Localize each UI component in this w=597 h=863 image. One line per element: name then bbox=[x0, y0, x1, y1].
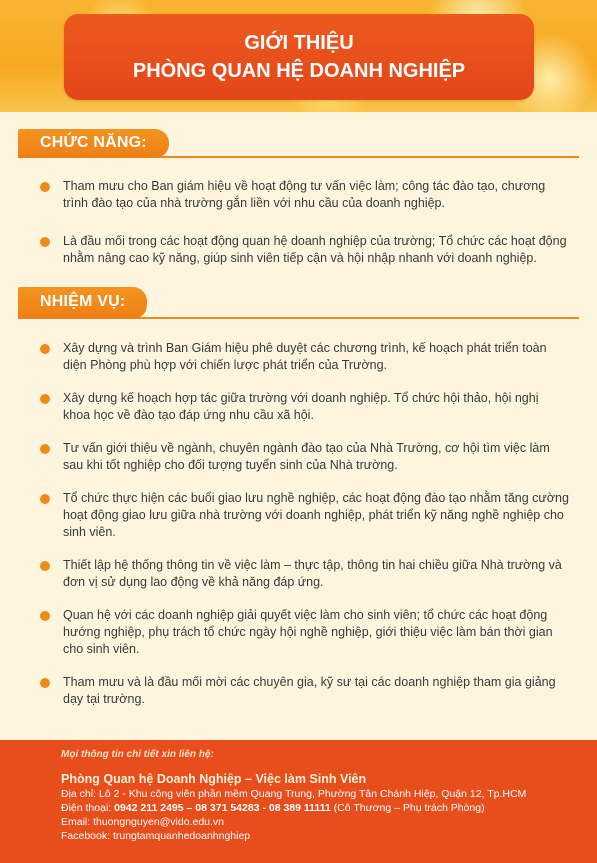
list-item-text: Tham mưu cho Ban giám hiệu về hoạt động tư vấn việc làm; công tác đào tạo, chương trình đào tạo của nhà trường gắn liền với nhu cầu của doanh nghiệp. bbox=[63, 179, 546, 210]
section-heading-duties: NHIỆM VỤ: bbox=[18, 287, 147, 319]
page-title-line1: GIỚI THIỆU bbox=[244, 32, 354, 54]
bullet-icon bbox=[40, 394, 50, 404]
page-title-line2: PHÒNG QUAN HỆ DOANH NGHIỆP bbox=[132, 60, 466, 82]
section-duties bbox=[18, 287, 597, 708]
list-item-text: Tư vấn giới thiệu về ngành, chuyên ngành đào tạo của Nhà Trường, cơ hội tìm việc làm sau khi tốt nghiệp cho đối tượng tuyển sinh của Nhà trường. bbox=[63, 441, 550, 472]
bullet-icon bbox=[40, 611, 50, 621]
phone-note: (Cô Thương – Phụ trách Phòng) bbox=[330, 802, 485, 814]
phone-numbers: 0942 211 2495 – 08 371 54283 - 08 389 11111 bbox=[114, 802, 331, 814]
bullet-icon bbox=[40, 494, 50, 504]
bullet-icon bbox=[40, 444, 50, 454]
list-item-text: Tổ chức thực hiện các buổi giao lưu nghề nghiệp, các hoạt động đào tạo nhằm tăng cường hoạt động giao lưu giữa nhà trường với doanh nghiệp, phát triển kỹ năng nghề nghiệp cho sinh viên. bbox=[63, 491, 569, 539]
list-item-text: Tham mưu và là đầu mối mời các chuyên gia, kỹ sư tại các doanh nghiệp tham gia giảng dạy tại trường. bbox=[63, 675, 556, 706]
contact-lead: Mọi thông tin chi tiết xin liên hệ: bbox=[61, 749, 214, 760]
list-item bbox=[40, 607, 569, 658]
duties-list bbox=[18, 340, 597, 708]
contact-footer bbox=[0, 740, 597, 863]
contact-org-name: Phòng Quan hệ Doanh Nghiệp – Việc làm Sinh Viên bbox=[61, 772, 367, 786]
list-item bbox=[40, 674, 569, 708]
list-item bbox=[40, 340, 569, 374]
bullet-icon bbox=[40, 678, 50, 688]
list-item bbox=[40, 233, 569, 267]
list-item-text: Xây dựng kế hoạch hợp tác giữa trường với doanh nghiệp. Tổ chức hội thảo, hội nghị khoa học về đào tạo đáp ứng nhu cầu xã hội. bbox=[63, 391, 539, 422]
phone-label: Điện thoại: bbox=[61, 802, 115, 814]
section-functions bbox=[18, 129, 597, 267]
list-item-text: Xây dựng và trình Ban Giám hiệu phê duyệt các chương trình, kế hoạch phát triển toàn diện Phòng phù hợp với chiến lược phát triển của Trường. bbox=[63, 341, 547, 372]
contact-phone bbox=[61, 801, 597, 815]
bullet-icon bbox=[40, 182, 50, 192]
title-box bbox=[64, 14, 534, 100]
section-heading-functions: CHỨC NĂNG: bbox=[18, 129, 169, 158]
bullet-icon bbox=[40, 237, 50, 247]
main-content bbox=[18, 112, 597, 708]
contact-email: Email: thuongnguyen@vido.edu.vn bbox=[61, 816, 225, 828]
bullet-icon bbox=[40, 344, 50, 354]
contact-facebook: Facebook: trungtamquanhedoanhnghiep bbox=[61, 830, 251, 842]
header-banner bbox=[0, 0, 597, 112]
list-item bbox=[40, 490, 569, 541]
functions-list bbox=[18, 178, 597, 267]
bullet-icon bbox=[40, 561, 50, 571]
list-item-text: Là đầu mối trong các hoạt động quan hệ doanh nghiệp của trường; Tổ chức các hoạt động nhằm nâng cao kỹ năng, giúp sinh viên tiếp cận và hội nhập nhanh với doanh nghiệp. bbox=[63, 234, 567, 265]
contact-address: Địa chỉ: Lô 2 - Khu công viên phần mềm Quang Trung, Phường Tân Chánh Hiệp, Quận 12, Tp.HCM bbox=[61, 788, 527, 800]
list-item-text: Quan hệ với các doanh nghiệp giải quyết việc làm cho sinh viên; tổ chức các hoạt động hướng nghiệp, phụ trách tổ chức ngày hội nghề nghiệp, giới thiệu việc làm bán thời gian cho sinh viên. bbox=[63, 608, 553, 656]
list-item bbox=[40, 440, 569, 474]
list-item-text: Thiết lập hệ thống thông tin về việc làm – thực tập, thông tin hai chiều giữa Nhà trường và đơn vị sử dụng lao động về khả năng đáp ứng. bbox=[63, 558, 562, 589]
list-item bbox=[40, 557, 569, 591]
list-item bbox=[40, 390, 569, 424]
list-item bbox=[40, 178, 569, 212]
